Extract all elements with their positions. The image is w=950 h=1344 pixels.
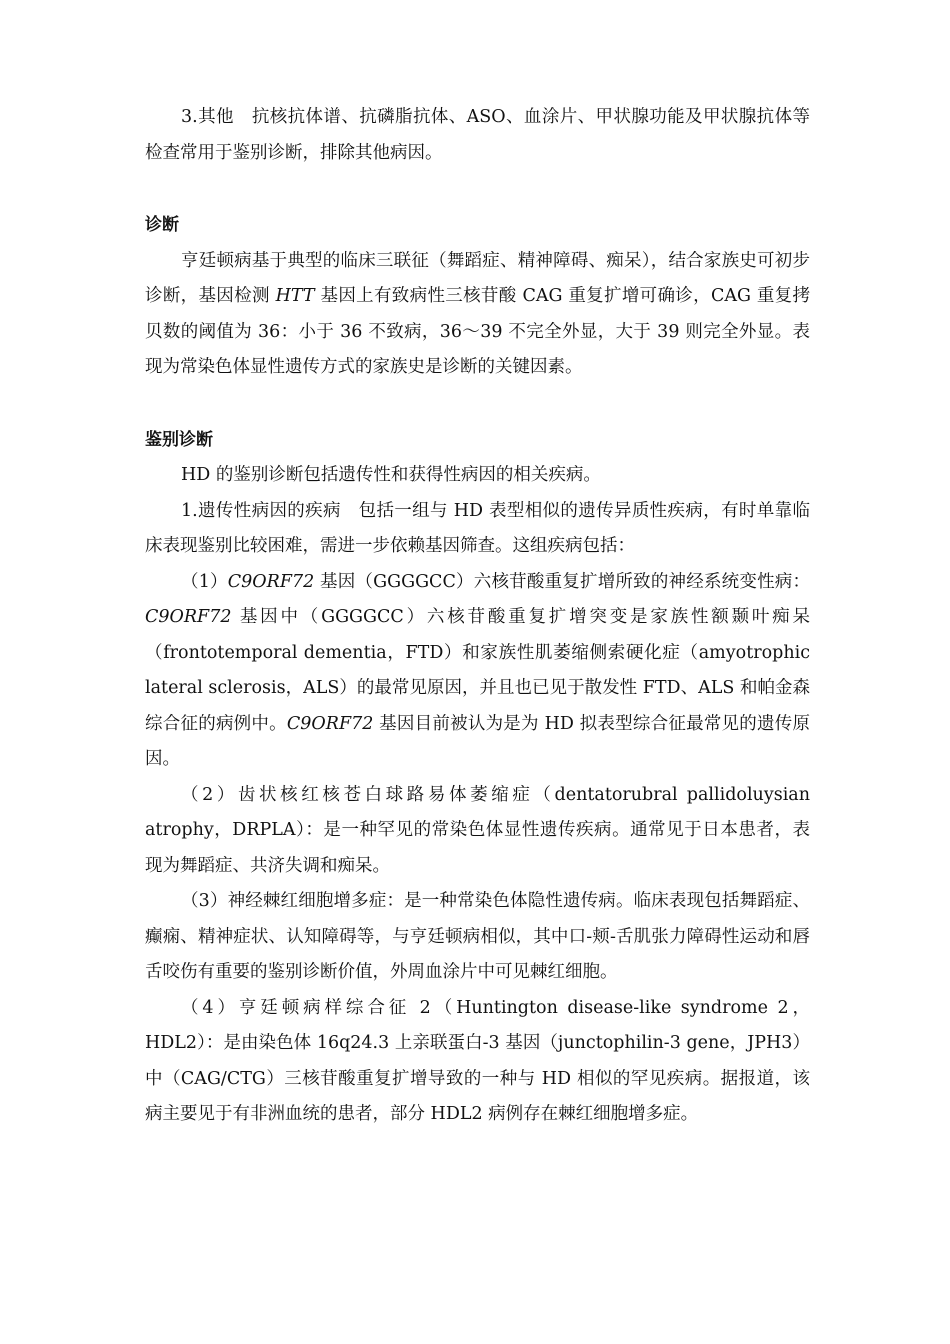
diagnosis-heading: 诊断 bbox=[145, 215, 179, 235]
sub-1-text-c: 基因中（GGGGCC）六核苷酸重复扩增突变是家族性额颞叶痴呆（frontotemporal dementia，FTD）和家族性肌萎缩侧索硬化症（amyotrophic lateral sclerosis，ALS）的最常见原因，并且也已见于散发性 FTD、ALS 和帕金森综合征的病例中。 bbox=[145, 607, 810, 734]
diagnosis-text-b: 基因上有致病性三核苷酸 CAG 重复扩增可确诊，CAG 重复拷贝数的阈值为 36：小于 36 不致病，36～39 不完全外显，大于 39 则完全外显。表现为常染色体显性遗传方式的家族史是诊断的关键因素。 bbox=[145, 286, 811, 377]
item-1-text: 包括一组与 HD 表型相似的遗传异质性疾病，有时单靠临床表现鉴别比较困难，需进一步依赖基因筛查。这组疾病包括： bbox=[145, 500, 810, 556]
differential-item-1 bbox=[145, 494, 810, 565]
section-3-paragraph bbox=[145, 100, 810, 171]
differential-intro: HD 的鉴别诊断包括遗传性和获得性病因的相关疾病。 bbox=[181, 465, 601, 485]
sub-1-text-b: 基因（GGGGCC）六核苷酸重复扩增所致的神经系统变性病： bbox=[314, 571, 810, 592]
differential-sub-3: （3）神经棘红细胞增多症：是一种常染色体隐性遗传病。临床表现包括舞蹈症、癫痫、精神症状、认知障碍等，与亨廷顿病相似，其中口-颊-舌肌张力障碍性运动和唇舌咬伤有重要的鉴别诊断价值，外周血涂片中可见棘红细胞。 bbox=[145, 891, 810, 982]
section-3-lead: 3.其他 bbox=[181, 107, 234, 127]
section-3-text: 抗核抗体谱、抗磷脂抗体、ASO、血涂片、甲状腺功能及甲状腺抗体等检查常用于鉴别诊断，排除其他病因。 bbox=[145, 107, 810, 163]
differential-sub-2: （2）齿状核红核苍白球路易体萎缩症（dentatorubral pallidoluysian atrophy，DRPLA）：是一种罕见的常染色体显性遗传疾病。通常见于日本患者，表现为舞蹈症、共济失调和痴呆。 bbox=[145, 784, 810, 876]
differential-heading: 鉴别诊断 bbox=[145, 429, 213, 450]
sub-1-text-d: 基因目前被认为是为 HD 拟表型综合征最常见的遗传原因。 bbox=[145, 713, 810, 769]
differential-sub-1 bbox=[145, 565, 810, 778]
c9orf72-gene-name: C9ORF72 bbox=[145, 607, 232, 627]
diagnosis-paragraph bbox=[145, 244, 810, 386]
diagnosis-text-a: 亨廷顿病基于典型的临床三联征（舞蹈症、精神障碍、痴呆），结合家族史可初步诊断，基因检测 bbox=[145, 250, 810, 306]
c9orf72-gene-name: C9ORF72 bbox=[286, 713, 374, 734]
sub-4-text-a: （4）亨廷顿病样综合征 2（Huntington disease-like syndrome 2，HDL2）： bbox=[145, 997, 810, 1053]
differential-sub-4 bbox=[145, 991, 810, 1133]
sub-1-number: （1） bbox=[181, 571, 228, 592]
c9orf72-gene-name: C9ORF72 bbox=[227, 571, 315, 592]
htt-gene-name: HTT bbox=[275, 286, 315, 306]
sub-4-text-b: 是由染色体 16q24.3 上亲联蛋白-3 基因（junctophilin-3 gene，JPH3）中（CAG/CTG）三核苷酸重复扩增导致的一种与 HD 相似的罕见疾病。据报道，该病主要见于有非洲血统的患者，部分 HDL2 病例存在棘红细胞增多症。 bbox=[145, 1033, 810, 1124]
item-1-lead: 1.遗传性病因的疾病 bbox=[181, 500, 341, 521]
document-page bbox=[145, 100, 810, 1133]
